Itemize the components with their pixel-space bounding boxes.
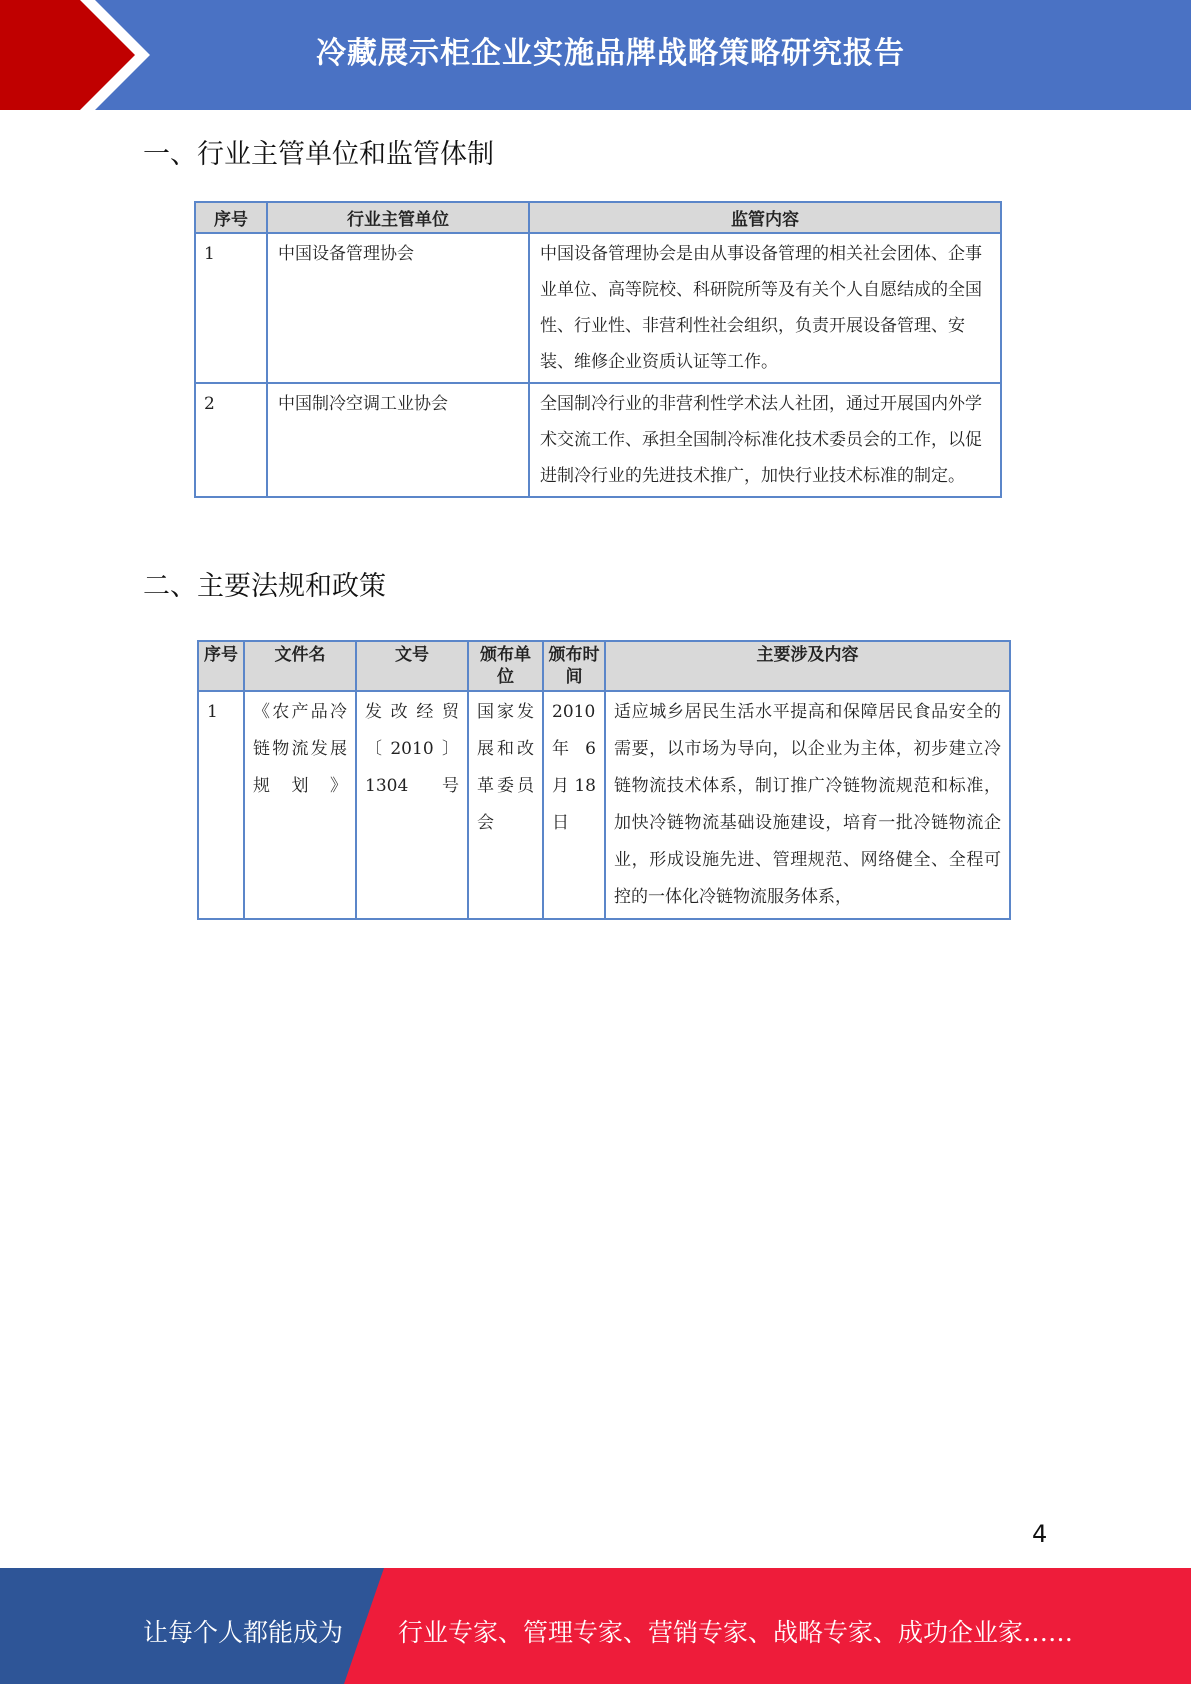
row-no: 1 [195,233,267,383]
footer-slogan-right: 行业专家、管理专家、营销专家、战略专家、成功企业家…… [398,1618,1074,1647]
footer-slogan-left: 让每个人都能成为 [143,1618,344,1647]
row-content: 全国制冷行业的非营利性学术法人社团，通过开展国内外学术交流工作、承担全国制冷标准化技术委员会的工作，以促进制冷行业的先进技术推广，加快行业技术标准的制定。 [529,383,1001,497]
page-number: 4 [1032,1520,1048,1548]
header-banner [0,0,1191,110]
row-content: 中国设备管理协会是由从事设备管理的相关社会团体、企事业单位、高等院校、科研院所等及有关个人自愿结成的全国性、行业性、非营利性社会组织，负责开展设备管理、安装、维修企业资质认证等工作。 [529,233,1001,383]
table-row [198,691,1010,919]
col-header-date: 颁布时间 [543,641,605,691]
col-header-content: 监管内容 [529,202,1001,233]
row-no: 1 [198,691,244,919]
table-header-row [198,641,1010,691]
row-no: 2 [195,383,267,497]
col-header-unit: 行业主管单位 [267,202,529,233]
row-doc-no: 发改经贸〔2010〕1304号 [356,691,468,919]
header-red-arrow [0,0,150,110]
col-header-content: 主要涉及内容 [605,641,1010,691]
table-row [195,383,1001,497]
table-row [195,233,1001,383]
section2-heading: 二、主要法规和政策 [143,571,386,602]
row-unit: 中国制冷空调工业协会 [267,383,529,497]
report-title: 冷藏展示柜企业实施品牌战略策略研究报告 [316,36,905,71]
col-header-doc-no: 文号 [356,641,468,691]
col-header-no: 序号 [195,202,267,233]
policy-table [197,640,1011,920]
row-name: 《农产品冷链物流发展规划》 [244,691,356,919]
col-header-no: 序号 [198,641,244,691]
row-issuer: 国家发展和改革委员会 [468,691,543,919]
table-header-row [195,202,1001,233]
col-header-name: 文件名 [244,641,356,691]
col-header-issuer: 颁布单位 [468,641,543,691]
row-content: 适应城乡居民生活水平提高和保障居民食品安全的需要，以市场为导向，以企业为主体，初步建立冷链物流技术体系，制订推广冷链物流规范和标准，加快冷链物流基础设施建设，培育一批冷链物流企业，形成设施先进、管理规范、网络健全、全程可控的一体化冷链物流服务体系， [605,691,1010,919]
row-unit: 中国设备管理协会 [267,233,529,383]
row-date: 2010年6月18日 [543,691,605,919]
section1-heading: 一、行业主管单位和监管体制 [143,139,494,170]
regulator-table [194,201,1002,498]
